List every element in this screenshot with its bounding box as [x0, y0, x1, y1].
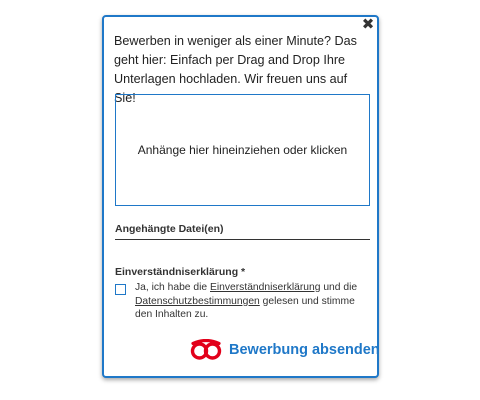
- submit-label: Bewerbung absenden: [229, 342, 380, 358]
- consent-checkbox[interactable]: [115, 284, 126, 295]
- attached-files-divider: [115, 239, 370, 240]
- logo-icon: [190, 339, 222, 361]
- consent-text-before: Ja, ich habe die: [135, 282, 210, 293]
- consent-text-after: gelesen und stimme den Inhalten zu.: [135, 295, 355, 320]
- application-dialog: [102, 15, 379, 378]
- consent-text-middle: und die: [320, 282, 358, 293]
- attached-files-label: Angehängte Datei(en): [115, 223, 224, 235]
- close-icon[interactable]: ✖: [361, 16, 375, 33]
- consent-heading: Einverständniserklärung *: [115, 266, 246, 278]
- privacy-policy-link[interactable]: Datenschutzbestimmungen: [135, 295, 260, 307]
- consent-text: [135, 281, 372, 322]
- consent-declaration-link[interactable]: Einverständniserklärung: [210, 282, 321, 293]
- intro-text: Bewerben in weniger als einer Minute? Das geht hier: Einfach per Drag and Drop Ihre Unterlagen hochladen. Wir freuen uns auf Sie!: [114, 34, 357, 105]
- submit-application-button[interactable]: [190, 339, 380, 361]
- file-dropzone[interactable]: [115, 94, 370, 206]
- dropzone-label: Anhänge hier hineinziehen oder klicken: [137, 143, 348, 157]
